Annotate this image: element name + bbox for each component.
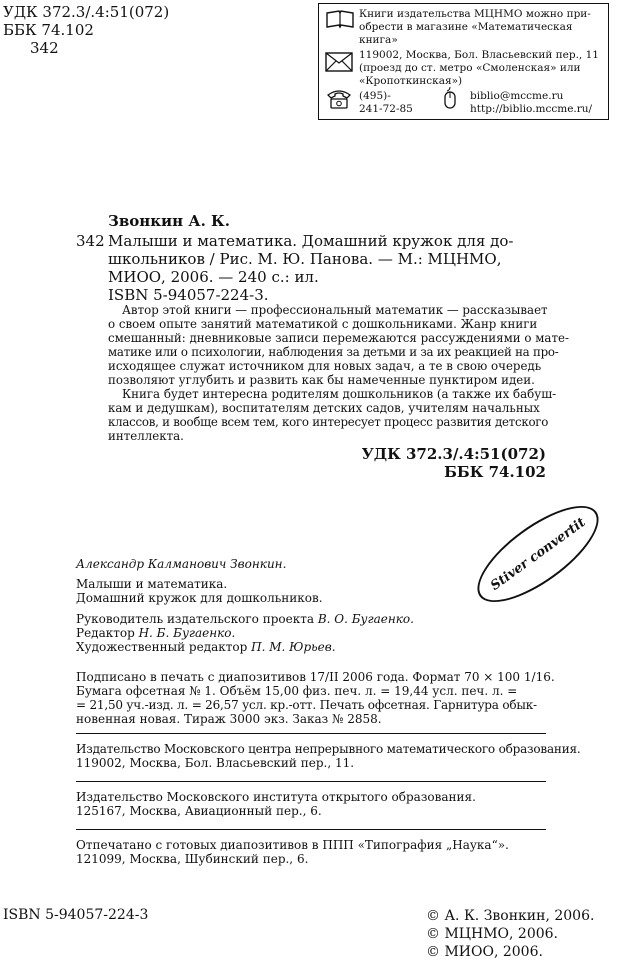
credit-label: Руководитель издательского проекта (76, 612, 318, 626)
catalog-code: 342 (30, 39, 59, 57)
bookshop-info-box (318, 3, 609, 120)
copyright-line: © А. К. Звонкин, 2006. (426, 908, 595, 924)
credit-value: Н. Б. Бугаенко. (138, 626, 236, 640)
divider (76, 781, 546, 782)
bibliographic-entry (108, 232, 544, 304)
annotation-line: о своем опыте занятий математикой с дошкольниками. Жанр книги (108, 317, 538, 331)
envelope-icon (325, 52, 353, 72)
annotation-line: Автор этой книги — профессиональный математик — рассказывает (122, 303, 548, 317)
annotation-line: Книга будет интересна родителям дошкольников (а также их бабуш- (122, 387, 557, 401)
colophon-author: Александр Калманович Звонкин. (76, 557, 287, 571)
shop-address-line-2: (проезд до ст. метро «Смоленская» или (359, 62, 581, 74)
shop-address-line-1: 119002, Москва, Бол. Власьевский пер., 11 (359, 49, 599, 61)
print-info-line: = 21,50 уч.-изд. л. = 26,57 усл. кр.-отт. Печать офсетная. Гарнитура обык- (76, 698, 537, 712)
shop-address-line-3: «Кропоткинская») (359, 75, 463, 87)
publisher-2-name: Издательство Московского института открытого образования. (76, 790, 476, 804)
printer-address: 121099, Москва, Шубинский пер., 6. (76, 852, 309, 866)
annotation-line: смешанный: дневниковые записи перемежаются рассуждениями о мате- (108, 331, 569, 345)
annotation-line: исходящее служат источником для новых задач, а те в свою очередь (108, 359, 542, 373)
shop-line-1: Книги издательства МЦНМО можно при- (359, 8, 591, 20)
copyright-block (426, 907, 594, 961)
credit-value: П. М. Юрьев. (251, 640, 336, 654)
annotation (108, 303, 569, 443)
divider (76, 733, 546, 734)
classification-codes-right (350, 445, 546, 481)
credit-label: Художественный редактор (76, 640, 252, 654)
udk-code-right: УДК 372.3/.4:51(072) (361, 445, 546, 463)
print-info-line: новенная новая. Тираж 3000 экз. Заказ № 2858. (76, 712, 382, 726)
credit-label: Редактор (76, 626, 139, 640)
shop-url[interactable]: http://biblio.mccme.ru/ (470, 103, 593, 115)
bbk-code-right: ББК 74.102 (444, 463, 546, 481)
bib-line-3: МИОО, 2006. — 240 с.: ил. (108, 268, 319, 286)
copyright-line: © МЦНМО, 2006. (426, 926, 558, 942)
mouse-icon (443, 86, 457, 110)
isbn-footer: ISBN 5-94057-224-3 (3, 907, 149, 923)
stiver-convertit-stamp (463, 489, 612, 619)
bib-line-1: Малыши и математика. Домашний кружок для до- (108, 232, 514, 250)
shop-email[interactable]: biblio@mccme.ru (470, 90, 564, 102)
credit-project-lead (76, 612, 414, 626)
credit-editor (76, 626, 235, 640)
annotation-line: классов, и вообще всем тем, кого интересует процесс развития детского (108, 415, 549, 429)
phone-icon (325, 87, 353, 109)
divider (76, 829, 546, 830)
udk-code: УДК 372.3/.4:51(072) (3, 3, 170, 21)
annotation-line: кам и дедушкам), воспитателям детских садов, учителям начальных (108, 401, 540, 415)
credit-value: В. О. Бугаенко. (317, 612, 414, 626)
publisher-1-name: Издательство Московского центра непрерывного математического образования. (76, 742, 581, 756)
annotation-line: интеллекта. (108, 429, 184, 443)
phone-number: 241-72-85 (359, 103, 413, 115)
printer-name: Отпечатано с готовых диапозитивов в ППП «Типография „Наука“». (76, 838, 509, 852)
catalog-author: Звонкин А. К. (108, 212, 230, 230)
top-classification-codes (3, 3, 169, 57)
shop-line-3: книга» (359, 34, 398, 46)
copyright-line: © МИОО, 2006. (426, 944, 543, 960)
colophon-title-2: Домашний кружок для дошкольников. (76, 591, 323, 605)
colophon-title-1: Малыши и математика. (76, 577, 228, 591)
shop-line-2: обрести в магазине «Математическая (359, 21, 573, 33)
annotation-line: позволяют углубить и развить как бы намеченные пунктиром идеи. (108, 373, 535, 387)
phone-prefix: (495)- (359, 90, 391, 102)
stamp-text: Stiver convertit (487, 514, 589, 594)
annotation-line: матике или о психологии, наблюдения за детьми и за их реакцией на про- (108, 345, 559, 359)
print-info-line: Подписано в печать с диапозитивов 17/II 2006 года. Формат 70 × 100 1/16. (76, 670, 555, 684)
bbk-code: ББК 74.102 (3, 21, 94, 39)
bib-line-2: школьников / Рис. М. Ю. Панова. — М.: МЦНМО, (108, 250, 502, 268)
book-icon (325, 9, 355, 29)
publisher-2-address: 125167, Москва, Авиационный пер., 6. (76, 804, 322, 818)
publisher-1-address: 119002, Москва, Бол. Власьевский пер., 11. (76, 756, 355, 770)
credit-art-editor (76, 640, 336, 654)
catalog-number: 342 (76, 232, 105, 250)
bib-line-4: ISBN 5-94057-224-3. (108, 286, 269, 304)
print-info-line: Бумага офсетная № 1. Объём 15,00 физ. печ. л. = 19,44 усл. печ. л. = (76, 684, 518, 698)
